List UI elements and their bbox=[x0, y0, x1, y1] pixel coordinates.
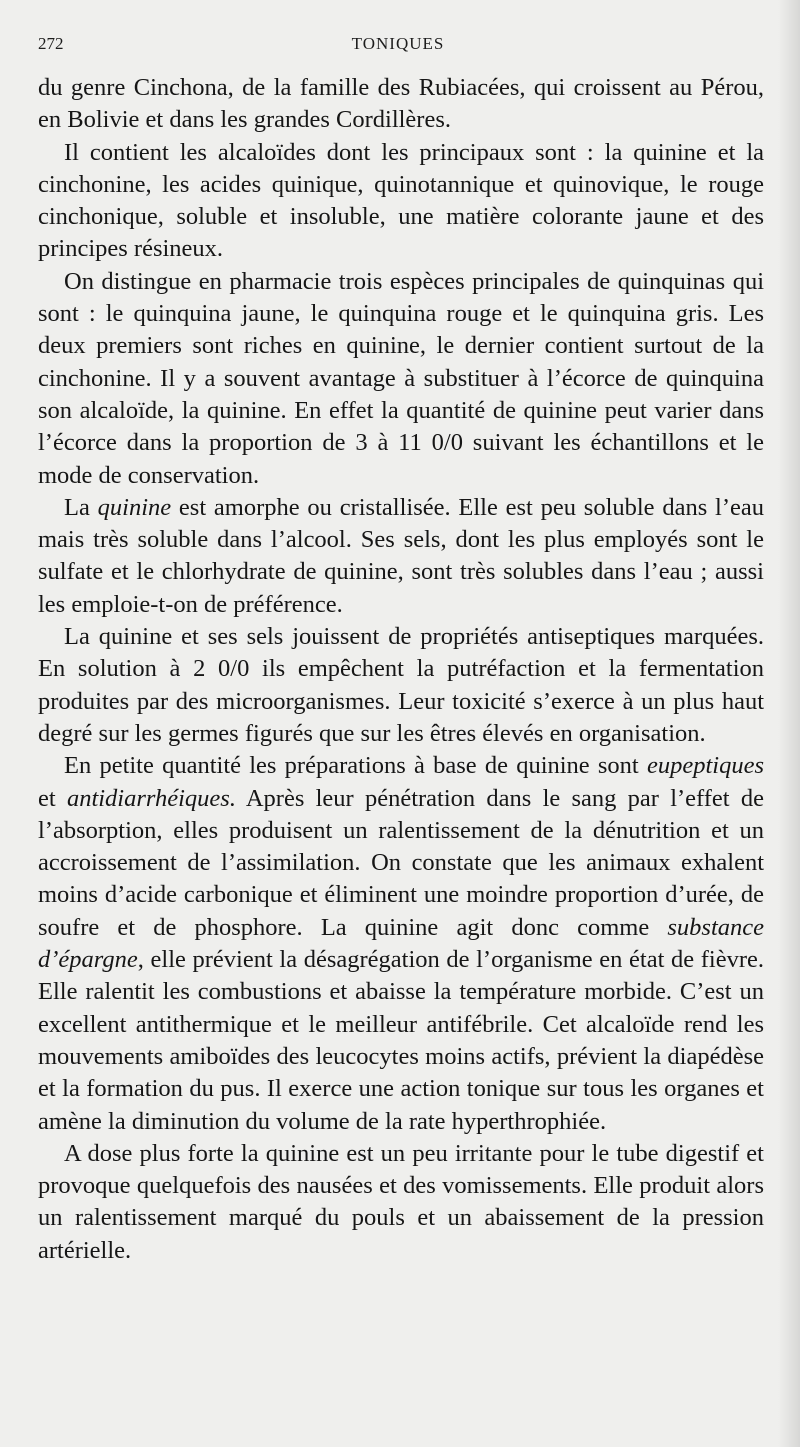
text-run: du genre Cinchona, de la famille des Rubiacées, qui croissent au Pérou, en Bolivie et dans les grandes Cordillères. bbox=[38, 74, 764, 134]
text-run: En petite quantité les préparations à base de quinine sont bbox=[64, 752, 647, 780]
text-run: et bbox=[38, 784, 67, 812]
text-run: A dose plus forte la quinine est un peu irritante pour le tube digestif et provoque quelquefois des nausées et des vomissements. Elle produit alors un ralentissement marqué du pouls et un abaissement de la pression artérielle. bbox=[38, 1139, 764, 1264]
paragraph bbox=[38, 492, 764, 621]
paragraph bbox=[38, 72, 764, 137]
paragraph bbox=[38, 750, 764, 1138]
text-run: On distingue en pharmacie trois espèces principales de quinquinas qui sont : le quinquina jaune, le quinquina rouge et le quinquina gris. Les deux premiers sont riches en quinine, le dernier contient surtout de la cinchonine. Il y a souvent avantage à substituer à l’écorce de quinquina son alcaloïde, la quinine. En effet la quantité de quinine peut varier dans l’écorce dans la proportion de 3 à 11 0/0 suivant les échantillons et le mode de conservation. bbox=[38, 267, 764, 489]
body-text bbox=[38, 72, 764, 1267]
paragraph bbox=[38, 1138, 764, 1267]
running-head: TONIQUES bbox=[351, 34, 445, 53]
italic-term: substance d’épargne bbox=[38, 913, 764, 974]
text-run: La quinine et ses sels jouissent de propriétés antiseptiques marquées. En solution à 2 0/0 ils empêchent la putréfaction et la fermentation produites par des microorganismes. Leur toxicité s’exerce à un plus haut degré sur les germes figurés que sur les êtres élevés en organisation. bbox=[38, 623, 764, 747]
paragraph bbox=[38, 266, 764, 492]
paragraph bbox=[38, 137, 764, 266]
paragraph bbox=[38, 621, 764, 750]
italic-term: antidiarrhéiques. bbox=[66, 784, 236, 812]
text-run: est amorphe ou cristallisée. Elle est peu soluble dans l’eau mais très soluble dans l’alcool. Ses sels, dont les plus employés sont le sulfate et le chlorhydrate de quinine, sont très solubles dans l’eau ; aussi les emploie-t-on de préférence. bbox=[38, 493, 764, 618]
page-edge-shadow bbox=[778, 0, 800, 1447]
text-run: , elle prévient la désagrégation de l’organisme en état de fièvre. Elle ralentit les combustions et abaisse la température morbide. C’est un excellent antithermique et le meilleur antifébrile. Cet alcaloïde rend les mouvements amiboïdes des leucocytes moins actifs, prévient la diapédèse et la formation du pus. Il exerce une action tonique sur tous les organes et amène la diminution du volume de la rate hyperthrophiée. bbox=[38, 946, 764, 1135]
page-number: 272 bbox=[38, 34, 64, 53]
text-run: La bbox=[64, 493, 98, 521]
italic-term: eupeptiques bbox=[646, 752, 764, 780]
text-run: Après leur pénétration dans le sang par l’effet de l’absorption, elles produisent un ralentissement de la dénutrition et un accroissement de l’assimilation. On constate que les animaux exhalent moins d’acide carbonique et éliminent une moindre proportion d’urée, de soufre et de phosphore. La quinine agit donc comme bbox=[38, 784, 764, 941]
italic-term: quinine bbox=[97, 493, 172, 521]
page-header bbox=[38, 34, 758, 58]
text-run: Il contient les alcaloïdes dont les principaux sont : la quinine et la cinchonine, les acides quinique, quinotannique et quinovique, le rouge cinchonique, soluble et insoluble, une matière colorante jaune et des principes résineux. bbox=[38, 138, 764, 263]
